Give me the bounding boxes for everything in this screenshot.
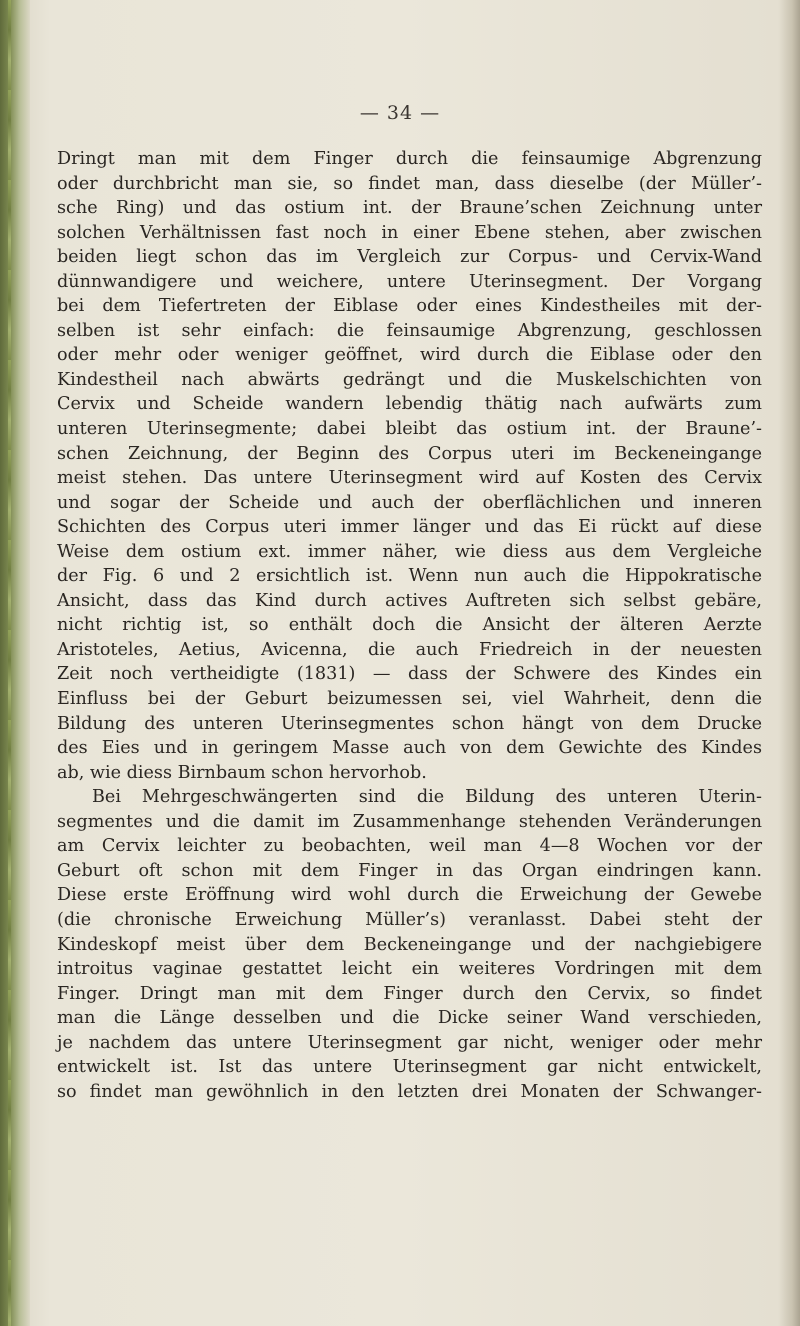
text-line: Zeit noch vertheidigte (1831) — dass der Schwere des Kindes ein: [57, 664, 762, 685]
text-line: man die Länge desselben und die Dicke seiner Wand verschieden,: [57, 1008, 762, 1029]
text-line: der Fig. 6 und 2 ersichtlich ist. Wenn nun auch die Hippokratische: [57, 566, 762, 587]
text-line: beiden liegt schon das im Vergleich zur Corpus- und Cervix-Wand: [57, 247, 762, 268]
text-line: Bildung des unteren Uterinsegmentes schon hängt von dem Drucke: [57, 713, 762, 734]
text-line: und sogar der Scheide und auch der oberflächlichen und inneren: [57, 492, 762, 513]
text-line: nicht richtig ist, so enthält doch die Ansicht der älteren Aerzte: [57, 615, 762, 636]
text-line: Aristoteles, Aetius, Avicenna, die auch Friedreich in der neuesten: [57, 639, 762, 660]
text-line: segmentes und die damit im Zusammenhange stehenden Veränderungen: [57, 811, 762, 832]
page-number: — 34 —: [359, 102, 441, 124]
text-line: entwickelt ist. Ist das untere Uterinsegment gar nicht entwickelt,: [57, 1057, 762, 1078]
text-line: Geburt oft schon mit dem Finger in das Organ eindringen kann.: [57, 860, 762, 881]
text-line: bei dem Tiefertreten der Eiblase oder eines Kindestheiles mit der-: [57, 296, 762, 317]
text-line: Kindestheil nach abwärts gedrängt und die Muskelschichten von: [57, 369, 762, 390]
text-line: am Cervix leichter zu beobachten, weil man 4—8 Wochen vor der: [57, 836, 762, 857]
text-line: Ansicht, dass das Kind durch actives Auftreten sich selbst gebäre,: [57, 590, 762, 611]
text-line: Schichten des Corpus uteri immer länger und das Ei rückt auf diese: [57, 517, 762, 538]
text-line: ab, wie diess Birnbaum schon hervorhob.: [57, 762, 427, 783]
text-line: solchen Verhältnissen fast noch in einer Ebene stehen, aber zwischen: [57, 222, 762, 243]
text-line: so findet man gewöhnlich in den letzten drei Monaten der Schwanger-: [57, 1081, 762, 1102]
text-line: oder mehr oder weniger geöffnet, wird durch die Eiblase oder den: [57, 345, 762, 366]
text-line: sche Ring) und das ostium int. der Braune’schen Zeichnung unter: [57, 198, 762, 219]
text-line: Einfluss bei der Geburt beizumessen sei, viel Wahrheit, denn die: [57, 689, 762, 710]
text-line: schen Zeichnung, der Beginn des Corpus uteri im Beckeneingange: [57, 443, 762, 464]
text-line: Weise dem ostium ext. immer näher, wie diess aus dem Vergleiche: [57, 541, 762, 562]
page-edge-shadow: [778, 0, 800, 1326]
binding-stripe: [8, 0, 11, 1326]
text-line: unteren Uterinsegmente; dabei bleibt das ostium int. der Braune’-: [57, 419, 762, 440]
text-line: Bei Mehrgeschwängerten sind die Bildung des unteren Uterin-: [92, 787, 762, 808]
text-line: introitus vaginae gestattet leicht ein weiteres Vordringen mit dem: [57, 959, 762, 980]
text-line: des Eies und in geringem Masse auch von dem Gewichte des Kindes: [57, 738, 762, 759]
text-line: Dringt man mit dem Finger durch die feinsaumige Abgrenzung: [57, 149, 762, 169]
text-line: Finger. Dringt man mit dem Finger durch den Cervix, so findet: [57, 983, 762, 1004]
paragraph: [57, 147, 762, 785]
paragraph: [57, 785, 762, 1104]
text-line: je nachdem das untere Uterinsegment gar nicht, weniger oder mehr: [57, 1032, 762, 1053]
text-line: Diese erste Eröffnung wird wohl durch die Erweichung der Gewebe: [57, 885, 762, 906]
book-binding-edge: [0, 0, 30, 1326]
text-line: (die chronische Erweichung Müller’s) veranlasst. Dabei steht der: [57, 909, 762, 930]
text-line: oder durchbricht man sie, so findet man, dass dieselbe (der Müller’-: [57, 173, 762, 194]
text-line: dünnwandigere und weichere, untere Uterinsegment. Der Vorgang: [57, 271, 762, 292]
text-line: Cervix und Scheide wandern lebendig thätig nach aufwärts zum: [57, 394, 762, 415]
text-line: Kindeskopf meist über dem Beckeneingange und der nachgiebigere: [57, 934, 762, 955]
text-line: selben ist sehr einfach: die feinsaumige Abgrenzung, geschlossen: [57, 320, 762, 341]
text-line: meist stehen. Das untere Uterinsegment wird auf Kosten des Cervix: [57, 468, 762, 489]
body-text: [57, 147, 762, 1104]
